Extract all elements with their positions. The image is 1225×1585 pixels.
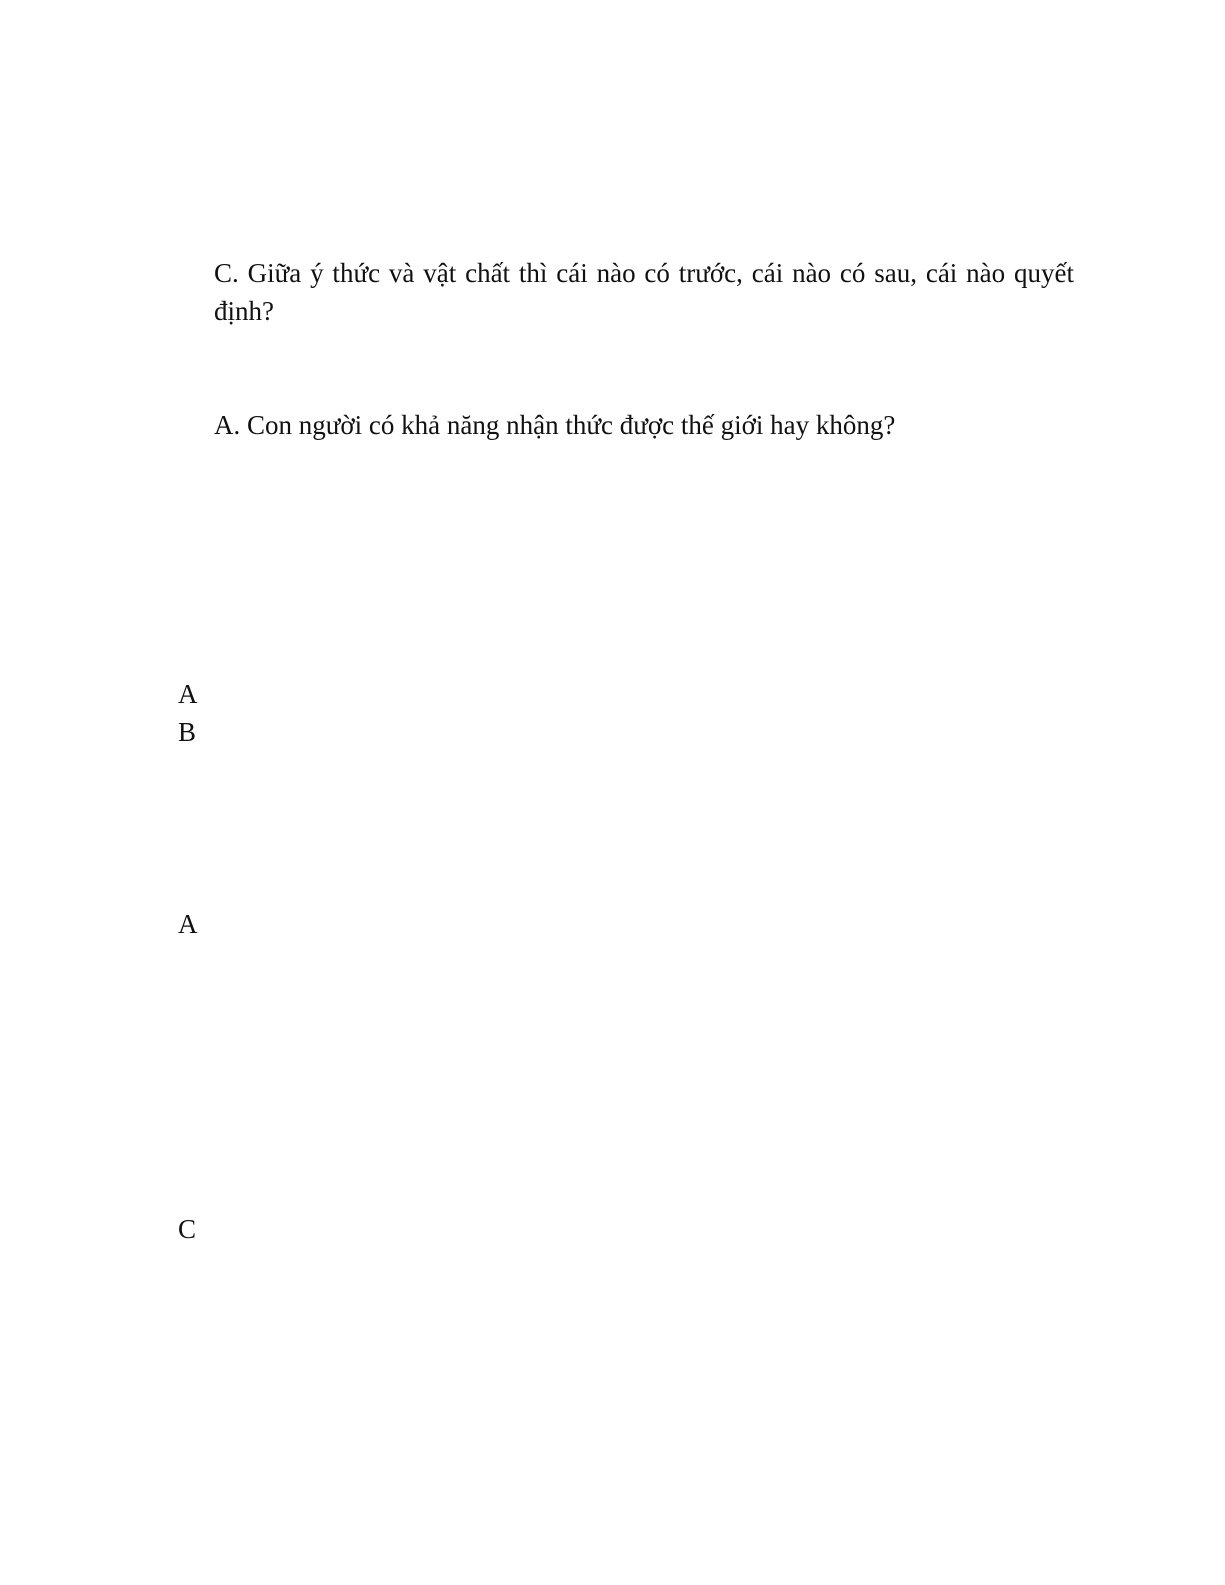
answer-option-c: C. Giữa ý thức và vật chất thì cái nào có trước, cái nào có sau, cái nào quyết định? [214, 258, 1074, 326]
answer-key-letter: A [178, 679, 198, 709]
answer-key-letter: A [178, 909, 198, 939]
answer-key-letter: B [178, 717, 197, 747]
answer-key-letter: C [178, 1214, 197, 1244]
answer-option-a: A. Con người có khả năng nhận thức được thế giới hay không? [214, 410, 896, 440]
